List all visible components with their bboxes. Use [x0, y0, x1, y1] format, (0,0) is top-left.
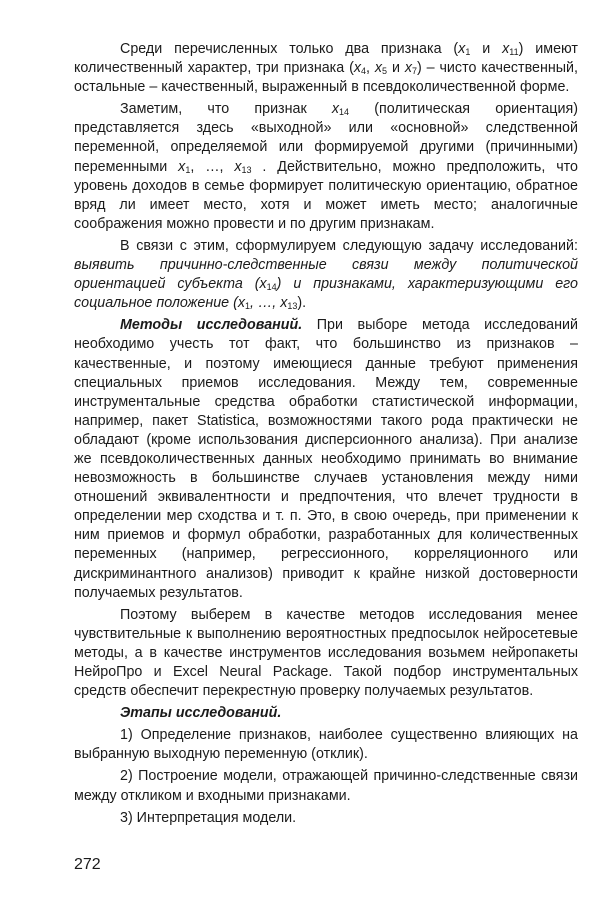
section-heading-methods: Методы исследований. — [120, 317, 303, 334]
list-item: 2) Построение модели, отражающей причинно-следственные связи между откликом и входными признаками. — [74, 768, 578, 804]
page-body — [74, 40, 578, 831]
paragraph-research-methods: Методы исследований. При выборе метода исследований необходимо учесть тот факт, что большинство из признаков – качественные, и поэтому имеющиеся данные требуют применения специальных приемов исследования. Между тем, современные инструментальные средства обработки статистической информации, например, пакет Statistica, возможностями такого рода практически не обладают (кроме использования дисперсионного анализа). При анализе же псевдоколичественных данных необходимо принимать во внимание невозможность в большинстве случаев установления между ними отношений эквивалентности и предпочтения, что влечет трудности в определении мер сходства и т. п. Это, в свою очередь, при применении к ним приемов и формул обработки, разработанных для количественных переменных (например, регрессионного, корреляционного или дискриминантного анализов) приводит к крайне низкой достоверности получаемых результатов. — [74, 317, 578, 601]
list-item: 1) Определение признаков, наиболее существенно влияющих на выбранную выходную переменную (отклик). — [74, 727, 578, 763]
list-item: 3) Интерпретация модели. — [120, 809, 297, 826]
paragraph-neural-methods: Поэтому выберем в качестве методов исследования менее чувствительные к выполнению вероятностных предпосылок нейросетевые методы, а в качестве инструментов исследования возьмем нейропакеты НейроПро и Excel Neural Package. Такой подбор инструментальных средств обеспечит перекрестную проверку получаемых результатов. — [74, 606, 578, 700]
page-number: 272 — [74, 856, 101, 873]
section-heading-stages: Этапы исследований. — [120, 705, 282, 722]
paragraph-output-variable: Заметим, что признак $x_{14}$ (политическая ориентация) представляется здесь «выходной» или «основной» следственной переменной, определяемой или формируемой другими (причинными) переменными $x_1$, …, $x_{13}$ . Действительно, можно предположить, что уровень доходов в семье формирует политическую ориентацию, обратное вряд ли имеет место, хотя и может иметь место; аналогичные соображения можно провести и по другим признакам. — [74, 101, 579, 232]
paragraph-features-types: Среди перечисленных только два признака ($x_1$ и $x_{11}$) имеют количественный характер, три признака ($x_4$, $x_5$ и $x_7$) – чисто качественный, остальные – качественный, выраженный в псевдоколичественной форме. — [74, 41, 579, 96]
paragraph-research-task: В связи с этим, сформулируем следующую задачу исследований: выявить причинно-следственные связи между политической ориентацией субъекта $(x_{14})$ и признаками, характеризующими его социальное положение ($x_1$, …, $x_{13}$). — [74, 237, 578, 312]
